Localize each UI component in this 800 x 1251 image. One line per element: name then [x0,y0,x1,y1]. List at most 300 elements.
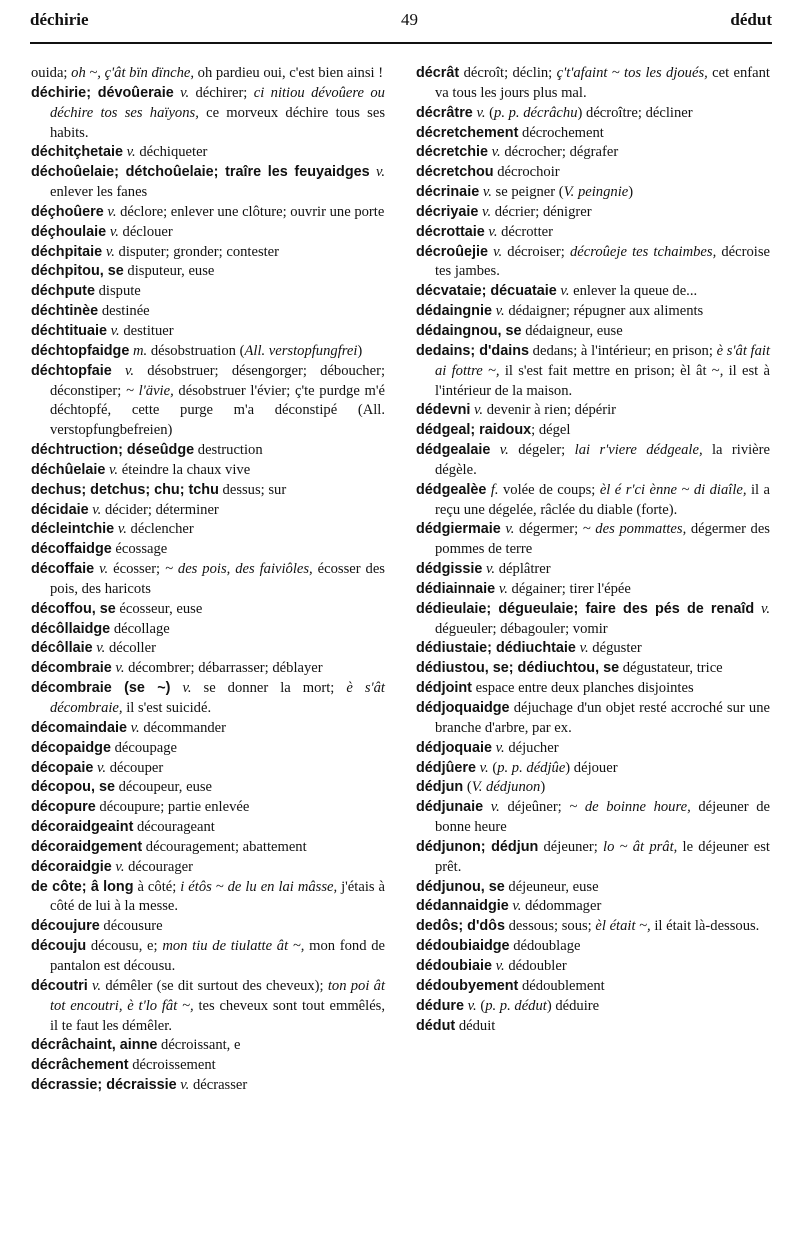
headword: décrâchaint, ainne [31,1037,158,1054]
dictionary-entry [31,878,385,918]
definition: décroissant, e [157,1037,241,1054]
definition-tail: j'étais à côté de lui à la messe. [50,878,386,915]
dictionary-entry [416,917,770,937]
grammar-label: v. [126,719,140,736]
dictionary-entry [31,719,385,739]
grammar-label: v. [488,144,501,161]
definition-tail: ) [357,342,363,359]
grammar-label: v. [102,243,115,260]
definition-tail: il s'est fait mettre en prison; èl ât ~, il est à l'intérieur de la maison. [435,362,770,399]
definition: décroiser; [502,243,570,260]
grammar-label: m. [129,342,148,359]
example: p. p. dédut [485,997,547,1014]
dictionary-entry [416,580,770,600]
definition: déjeûner; [499,799,570,816]
dictionary-entry [416,699,770,739]
definition: disputer; gronder; contester [114,243,280,260]
definition: dispute [94,283,141,300]
headword: décrât [416,65,460,81]
definition: décollage [110,620,170,637]
example: ~ des pois, des faiviôles, [165,561,313,578]
right-column [416,64,770,1036]
headword: dédjunou, se [416,878,505,895]
definition: déchiqueter [135,144,208,161]
definition: écossage [111,541,168,558]
dictionary-entry [31,342,385,362]
example: V. dédjunon [471,779,541,796]
headword: déchpute [31,283,95,300]
headword: décvataie; décuataie [416,283,557,300]
headword: dédjunon; dédjun [416,838,539,855]
definition: ( [463,779,472,796]
dictionary-entry [31,759,385,779]
definition: décourager [124,858,193,875]
headword: dédoubiaidge [416,938,510,955]
dictionary-entry [31,223,385,243]
grammar-label: v. [508,898,522,915]
definition: découragement; abattement [142,838,307,855]
example: è s'ât fait ai fottre ~, [435,342,771,379]
definition-tail: décroise tes jambes. [435,243,770,280]
headword: décoffaidge [31,541,112,558]
headword: déchtopfaie [31,362,112,379]
example: ton poi ât tot encoutri, è t'lo fât ~, [50,977,386,1014]
grammar-label: v. [491,303,505,320]
headword: décopou, se [31,779,115,796]
dictionary-entry [31,143,385,163]
headword: dédure [416,997,464,1014]
dictionary-entry [31,858,385,878]
definition: dédaigner; répugner aux aliments [504,303,704,320]
definition-tail: ) [628,184,634,201]
headword: dédgiermaie [416,521,501,538]
left-column [31,64,385,1096]
headword: décrottaie [416,223,485,240]
definition: désobstruer; désengorger; déboucher; déconstiper; [50,362,385,399]
dictionary-entry [31,798,385,818]
definition: décrochoir [493,164,560,181]
grammar-label: f. [486,481,499,498]
definition: déjucher [504,739,559,756]
definition-tail: ) décroître; décliner [577,104,693,121]
definition: dédoubler [504,957,567,974]
dictionary-entry [31,84,385,144]
definition: démêler (se dit surtout des cheveux); [101,977,328,994]
headword: déchûelaie [31,461,106,478]
definition: décrochement [518,124,604,141]
grammar-label: v. [479,184,492,201]
definition-tail: ) déduire [546,997,600,1014]
definition: dessous; sous; [504,918,596,935]
headword: dédoubiaie [416,957,492,974]
dictionary-entry [416,937,770,957]
dictionary-entry [416,481,770,521]
example: ~ l'ävie, [126,382,174,399]
grammar-label: v. [111,660,125,677]
headword: découjure [31,918,100,935]
definition-tail: désobstruer l'évier; ç'te purdge m'é déchtopfé, cette purge m'a déconstipé (All. verstopfungbefreien) [50,382,385,439]
definition: ( [476,997,486,1014]
headword: décretchie [416,144,488,161]
definition: décrocher; dégrafer [500,144,619,161]
dictionary-entry [31,302,385,322]
headword: découtri [31,977,88,994]
example: mon tiu de tiulatte ât ~, [162,938,305,955]
dictionary-entry [416,401,770,421]
headword: décoraidgie [31,858,112,875]
dictionary-entry [416,421,770,441]
dictionary-entry [31,739,385,759]
headword: dédjoquaidge [416,700,510,716]
headword: dédgealaie [416,442,491,459]
example: oh ~, ç'ât bïn dïnche, [71,65,195,81]
dictionary-entry [416,520,770,560]
definition: dédaigneur, euse [521,322,623,339]
definition: décousu, e; [86,938,163,955]
headword: dédgissie [416,561,483,578]
dictionary-entry [31,1076,385,1096]
grammar-label: v. [111,362,135,379]
definition-tail: il a reçu une dégelée, râclée du diable (forte). [435,481,770,518]
example: V. peingnie [563,184,629,201]
grammar-label: v. [170,680,192,697]
grammar-label: v. [491,957,505,974]
definition: dessus; sur [218,481,287,498]
example: lai r'viere dédgeale, [574,442,703,459]
dictionary-entry [31,441,385,461]
definition-tail: tes cheveux sont tout emmêlés, il te faut les démêler. [50,997,386,1034]
grammar-label: v. [482,561,496,578]
headword: décroûejie [416,243,488,260]
headword: déchpitou, se [31,263,124,280]
definition: espace entre deux planches disjointes [471,680,694,697]
headword: dédjûere [416,759,476,776]
headword: dédiustou, se; dédiuchtou, se [416,660,620,677]
grammar-label: v. [106,223,119,240]
header-rule [30,42,772,44]
dictionary-entry [416,183,770,203]
dictionary-entry [31,838,385,858]
grammar-label: v. [754,600,770,617]
dictionary-entry [416,659,770,679]
dictionary-entry [416,282,770,302]
headword: de côte; â long [31,878,134,895]
dictionary-entry [31,937,385,977]
example: lo ~ ât prât, [603,838,678,855]
headword: dédaingnie [416,303,492,320]
grammar-label: v. [106,322,120,339]
dictionary-entry [416,977,770,997]
grammar-label: v. [470,402,484,419]
dictionary-entry [416,600,770,640]
dictionary-entry [416,104,770,124]
dictionary-entry [31,262,385,282]
headword: décretchou [416,164,494,181]
dictionary-entry [416,1017,770,1037]
grammar-label: v. [92,640,106,657]
headword: dédut [416,1017,456,1034]
dictionary-entry [31,282,385,302]
dictionary-entry [31,461,385,481]
definition-tail: il s'est suicidé. [122,700,212,716]
dictionary-entry [416,143,770,163]
definition: dédommager [521,898,602,915]
grammar-label: v. [483,799,500,816]
headword: décriyaie [416,203,479,220]
headword: décretchement [416,124,519,141]
headword: dédjunaie [416,799,484,816]
definition: découpage [110,739,178,756]
headword: dédjoint [416,680,472,697]
headword: décopure [31,799,96,816]
dictionary-entry [416,878,770,898]
dictionary-entry [31,481,385,501]
definition: éteindre la chaux vive [118,461,251,478]
headword: dédiainnaie [416,580,496,597]
grammar-label: v. [478,203,492,220]
definition: déjeuner; [538,838,604,855]
dictionary-entry [31,64,385,84]
definition-tail: cet enfant va tous les jours plus mal. [435,65,770,101]
definition: devenir à rien; dépérir [483,402,616,419]
dictionary-entry [416,957,770,977]
dictionary-entry [31,560,385,600]
definition: décousure [99,918,163,935]
grammar-label: v. [87,977,102,994]
definition: dégainer; tirer l'épée [507,580,631,597]
headword: décôllaie [31,640,93,657]
dictionary-entry [31,917,385,937]
dictionary-entry [31,977,385,1037]
definition-tail: le déjeuner est prêt. [435,838,770,875]
example: p. p. dédjûe [497,759,566,776]
grammar-label: v. [114,521,127,538]
example: ~ des pommattes, [582,521,687,538]
grammar-label: v. [490,442,509,459]
dictionary-entry [416,223,770,243]
example: èl était ~, [595,918,651,935]
definition: enlever la queue de... [569,283,698,300]
headword: décrâtre [416,104,473,121]
headword: dédjun [416,779,464,796]
definition: décrier; dénigrer [491,203,592,220]
dictionary-entry [31,243,385,263]
dictionary-entry [31,163,385,203]
definition: déjuchage d'un objet resté accroché sur une branche d'arbre, par ex. [435,700,770,736]
dictionary-entry [31,520,385,540]
definition: dégustateur, trice [619,660,723,677]
definition: destinée [98,303,150,320]
headword: décoffou, se [31,600,116,617]
definition: dédoublement [518,977,605,994]
definition-tail: ce morveux déchire tous ses habits. [50,104,385,141]
headword: dédannaidgie [416,898,509,915]
headword: décrinaie [416,184,480,201]
definition-tail: dégermer des pommes de terre [435,521,770,558]
definition: déduit [455,1017,496,1034]
dictionary-entry [416,739,770,759]
definition: disputeur, euse [123,263,215,280]
headword: déchoûelaie; détchoûelaie; traîre les feuyaidges [31,164,370,181]
dictionary-entry [416,322,770,342]
grammar-label: v. [475,759,489,776]
definition-tail: il était là-dessous. [650,918,760,935]
definition: découpeur, euse [114,779,213,796]
headword: dédgealèe [416,481,487,498]
definition-tail: ) [540,779,546,796]
headword: déçhoûere [31,203,104,220]
definition: ouida; [31,65,72,81]
dictionary-entry [31,659,385,679]
dictionary-entry [416,243,770,283]
page-number: 49 [400,10,418,29]
headword: dédieulaie; dégueulaie; faire des pés de renaîd [416,600,755,617]
grammar-label: v. [484,223,498,240]
headword: dedôs; d'dôs [416,918,505,935]
definition: à côté; [133,878,181,895]
guide-word-left: déchirie [30,10,89,29]
dictionary-entry [416,560,770,580]
definition: dégeler; [508,442,575,459]
running-header [30,10,772,40]
example: è s'ât décombraie, [50,680,385,716]
grammar-label: v. [369,164,385,181]
definition: décroît; déclin; [459,65,557,81]
definition: décider; déterminer [101,501,219,518]
definition: décoller [105,640,156,657]
dictionary-entry [416,441,770,481]
headword: dédgeal; raidoux [416,422,532,439]
dictionary-entry [31,540,385,560]
headword: décoraidgeaint [31,819,134,836]
dictionary-entry [416,679,770,699]
headword: décoffaie [31,561,95,578]
example: All. verstopfungfrei [244,342,358,359]
headword: décombraie (se ~) [31,680,171,697]
headword: décrâchement [31,1057,129,1074]
example: ci nitiou dévoûere ou déchire tos ses haïyons, [50,84,385,121]
definition: écosseur, euse [115,600,203,617]
headword: déçhoulaie [31,223,107,240]
headword: dedains; d'dains [416,342,529,359]
dictionary-entry [31,639,385,659]
dictionary-entry [416,302,770,322]
example: ~ de boinne houre, [569,799,691,816]
definition: décombrer; débarrasser; déblayer [124,660,323,677]
grammar-label: v. [93,759,107,776]
grammar-label: v. [105,461,119,478]
definition: destruction [194,442,263,459]
dictionary-entry [416,838,770,878]
dictionary-entry [31,1036,385,1056]
definition-tail: ) déjouer [565,759,618,776]
headword: décopaie [31,759,94,776]
headword: dédiustaie; dédiuchtaie [416,640,576,657]
dictionary-entry [416,778,770,798]
headword: décôllaidge [31,620,111,637]
headword: décleintchie [31,521,115,538]
definition: déguster [588,640,642,657]
dictionary-entry [416,897,770,917]
definition: ; dégel [531,422,571,439]
definition: décourageant [133,819,215,836]
definition: décroissement [128,1057,216,1074]
grammar-label: v. [500,521,515,538]
headword: déchtinèe [31,303,99,320]
definition: décrotter [497,223,553,240]
dictionary-entry [416,997,770,1017]
headword: décombraie [31,660,112,677]
definition: déjeuneur, euse [504,878,599,895]
dictionary-entry [31,501,385,521]
headword: déchpitaie [31,243,103,260]
definition: ( [485,104,495,121]
grammar-label: v. [487,243,503,260]
grammar-label: v. [88,501,102,518]
definition: déchirer; [189,84,254,101]
grammar-label: v. [556,283,570,300]
definition: se donner la mort; [191,680,347,697]
definition-tail: oh pardieu oui, c'est bien ainsi ! [194,65,384,81]
headword: dédevni [416,402,471,419]
definition: destituer [119,322,174,339]
headword: décrassie; décraissie [31,1077,177,1094]
definition: décommander [139,719,226,736]
grammar-label: v. [103,203,117,220]
dictionary-entry [31,1056,385,1076]
headword: déchirie; dévoûeraie [31,84,174,101]
headword: décidaie [31,501,89,518]
dictionary-entry [31,203,385,223]
headword: déchitçhetaie [31,144,123,161]
definition: dégermer; [514,521,583,538]
grammar-label: v. [173,84,190,101]
grammar-label: v. [111,858,125,875]
definition: découper [106,759,164,776]
example: p. p. décrâchu [494,104,578,121]
dictionary-entry [31,818,385,838]
definition: volée de coups; [498,481,600,498]
dictionary-entry [31,322,385,342]
definition: dédoublage [509,938,581,955]
dictionary-entry [31,600,385,620]
dictionary-entry [416,203,770,223]
definition: déplâtrer [495,561,551,578]
grammar-label: v. [176,1077,190,1094]
grammar-label: v. [463,997,477,1014]
guide-word-right: dédut [730,10,772,29]
headword: découju [31,938,87,955]
definition-tail: déjeuner de bonne heure [435,799,770,836]
example: èl é r'ci ènne ~ di diaîle, [599,481,747,498]
headword: dédoubyement [416,977,519,994]
definition: désobstruation ( [147,342,245,359]
headword: déchtopfaidge [31,342,130,359]
definition: déclencher [126,521,194,538]
definition: décrasser [189,1077,248,1094]
dictionary-entry [31,679,385,719]
dictionary-entry [416,124,770,144]
dictionary-entry [31,362,385,441]
grammar-label: v. [122,144,136,161]
headword: dédjoquaie [416,739,492,756]
definition: déclore; enlever une clôture; ouvrir une porte [116,203,385,220]
headword: décopaidge [31,739,111,756]
definition: enlever les fanes [50,184,148,201]
definition-tail: mon fond de pantalon est décousu. [50,938,386,974]
example: i étôs ~ de lu en lai mâsse, [180,878,338,895]
dictionary-entry [416,64,770,104]
